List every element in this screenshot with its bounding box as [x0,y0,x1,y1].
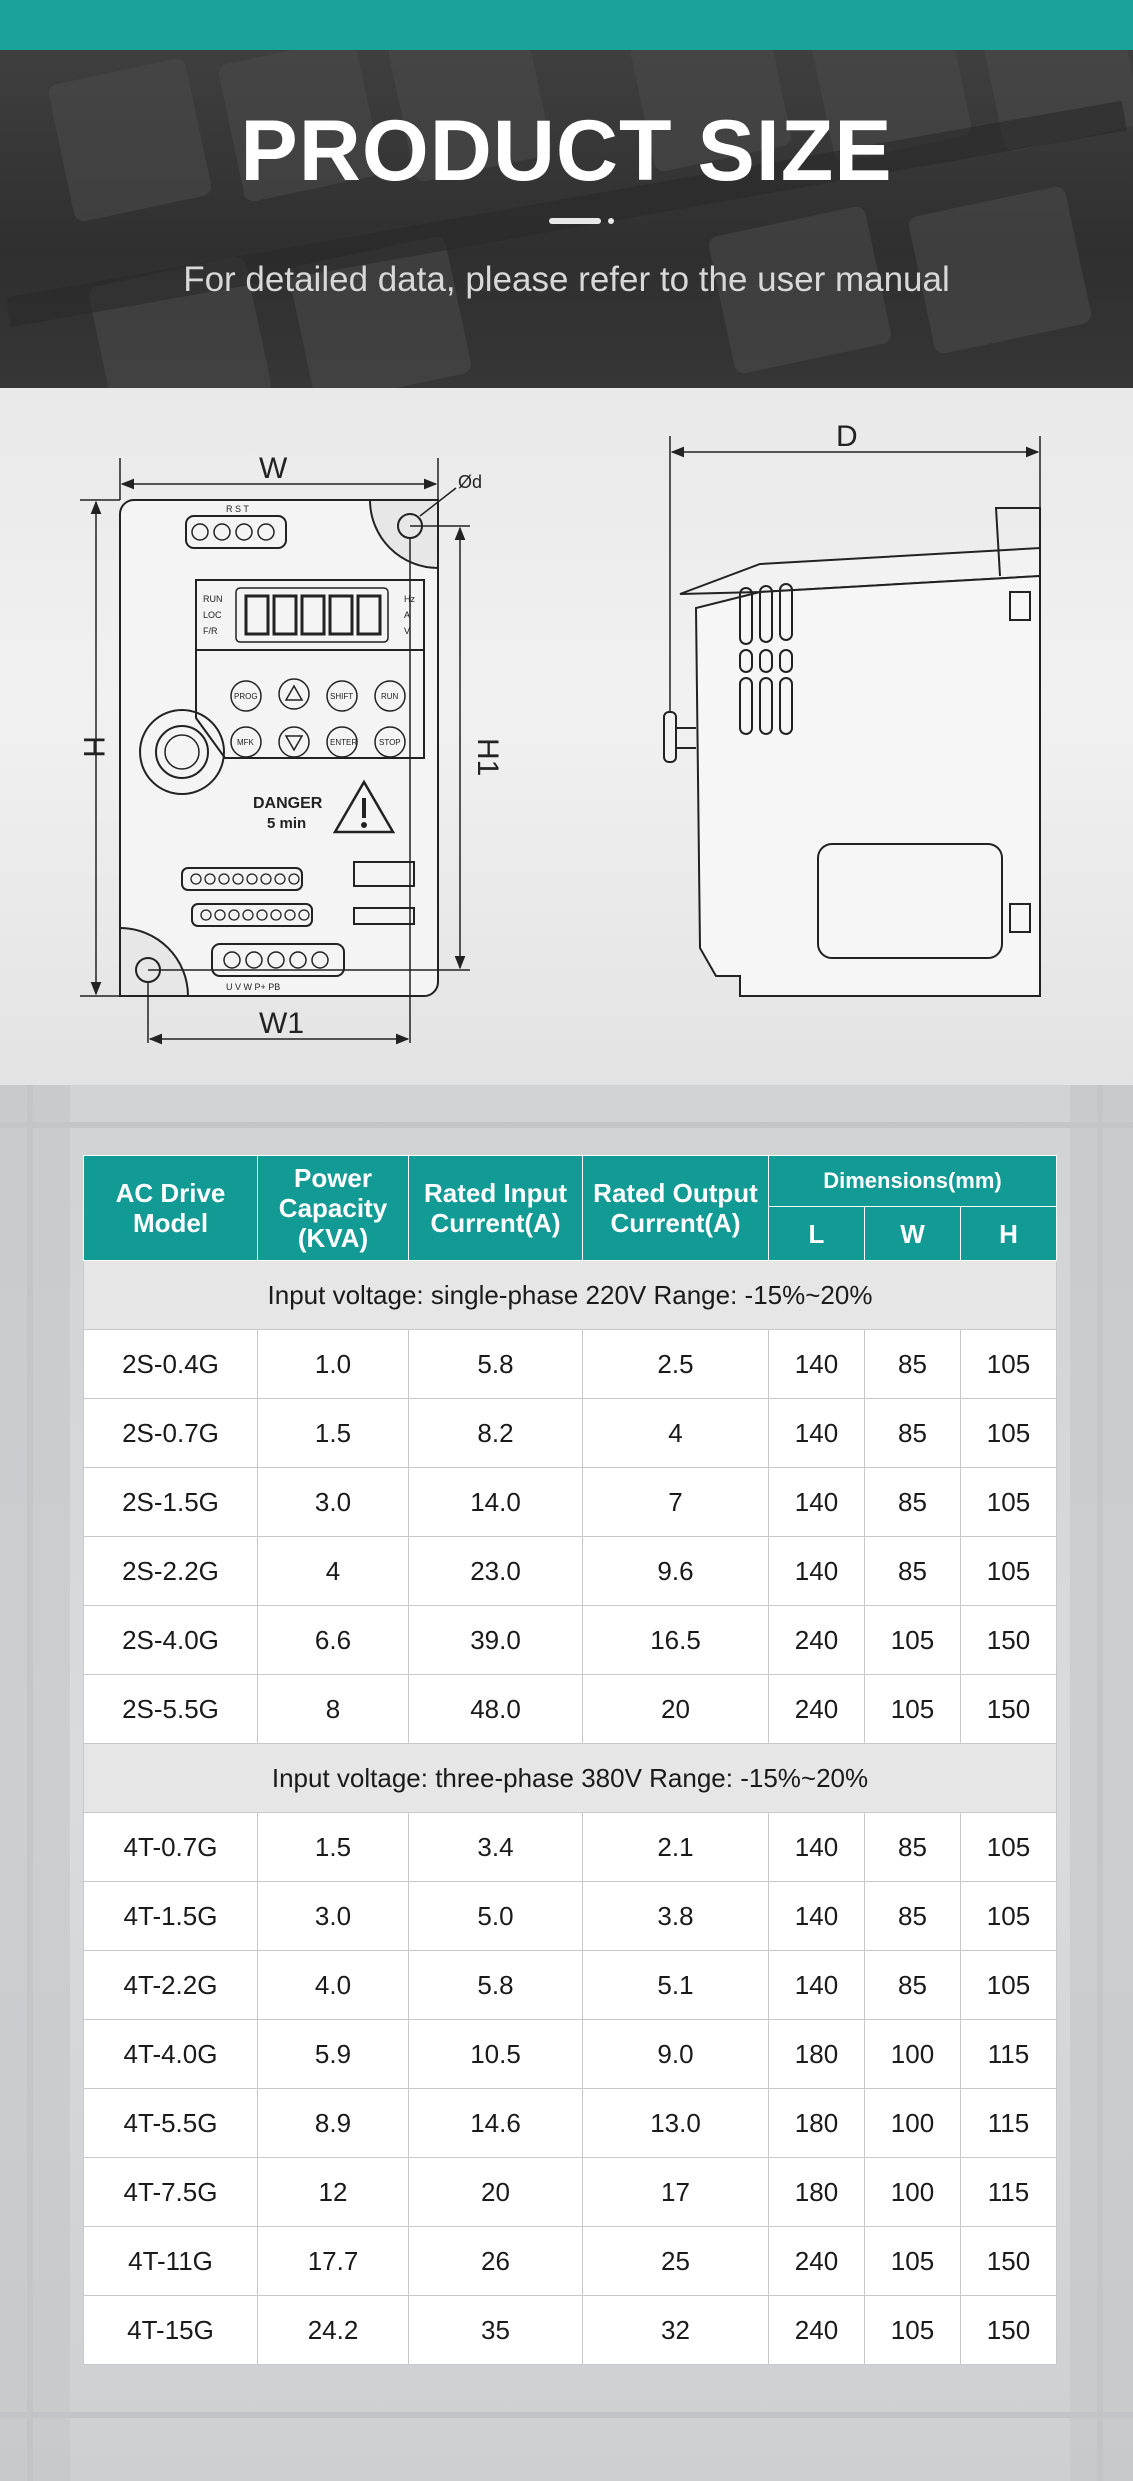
key-mfk: MFK [237,738,254,747]
cell-output: 2.5 [583,1330,769,1399]
led-label-v: V [404,626,411,636]
cell-w: 85 [865,1330,961,1399]
cell-input: 23.0 [409,1537,583,1606]
cell-input: 5.8 [409,1951,583,2020]
cell-model: 2S-0.7G [84,1399,258,1468]
cell-w: 105 [865,2227,961,2296]
table-row [84,1537,1057,1606]
cell-power: 17.7 [258,2227,409,2296]
cell-power: 4 [258,1537,409,1606]
cell-input: 14.6 [409,2089,583,2158]
section-label: Input voltage: three-phase 380V Range: -15%~20% [84,1744,1057,1813]
cell-output: 32 [583,2296,769,2365]
cell-h: 150 [961,2227,1057,2296]
cell-power: 3.0 [258,1468,409,1537]
key-prog: PROG [234,692,258,701]
table-row [84,2227,1057,2296]
cell-output: 3.8 [583,1882,769,1951]
cell-l: 180 [769,2158,865,2227]
header-power: Power Capacity (KVA) [258,1156,409,1261]
cell-output: 25 [583,2227,769,2296]
cell-l: 140 [769,1951,865,2020]
cell-l: 140 [769,1537,865,1606]
warning-danger-text: DANGER [253,795,323,812]
cell-output: 9.0 [583,2020,769,2089]
cell-power: 6.6 [258,1606,409,1675]
header-dimensions: Dimensions(mm) [769,1156,1057,1207]
cell-model: 4T-4.0G [84,2020,258,2089]
key-run: RUN [381,692,399,701]
header-dim-w: W [865,1207,961,1261]
table-row [84,1813,1057,1882]
cell-l: 180 [769,2089,865,2158]
cell-model: 4T-7.5G [84,2158,258,2227]
specification-section [0,1085,1133,2481]
cell-output: 2.1 [583,1813,769,1882]
cell-h: 150 [961,1606,1057,1675]
warning-time-text: 5 min [267,815,307,832]
dimension-drawing [0,388,1133,1085]
cell-power: 12 [258,2158,409,2227]
header-dim-l: L [769,1207,865,1261]
cell-output: 9.6 [583,1537,769,1606]
table-row [84,2296,1057,2365]
dimension-label-w1: W1 [259,1007,304,1040]
cell-model: 4T-11G [84,2227,258,2296]
cell-model: 2S-0.4G [84,1330,258,1399]
led-label-fr: F/R [203,626,218,636]
cell-w: 105 [865,1606,961,1675]
dimension-label-h: H [77,736,110,758]
cell-input: 48.0 [409,1675,583,1744]
specification-table [83,1155,1057,2365]
cell-input: 8.2 [409,1399,583,1468]
cell-w: 105 [865,1675,961,1744]
cell-power: 1.5 [258,1399,409,1468]
dimension-label-d: D [836,420,858,453]
cell-power: 1.5 [258,1813,409,1882]
cell-h: 115 [961,2020,1057,2089]
page-title: PRODUCT SIZE [240,103,893,199]
page-subtitle: For detailed data, please refer to the user manual [183,260,950,299]
cell-power: 4.0 [258,1951,409,2020]
led-label-run: RUN [203,594,223,604]
cell-output: 16.5 [583,1606,769,1675]
cell-w: 85 [865,1537,961,1606]
table-row [84,1399,1057,1468]
dimension-drawing-section [0,388,1133,1085]
cell-power: 24.2 [258,2296,409,2365]
header-dim-h: H [961,1207,1057,1261]
cell-w: 85 [865,1399,961,1468]
table-row [84,2089,1057,2158]
cell-model: 2S-2.2G [84,1537,258,1606]
cell-w: 100 [865,2020,961,2089]
top-terminal-label: R S T [226,504,249,514]
cell-input: 26 [409,2227,583,2296]
title-divider [549,218,601,224]
cell-l: 140 [769,1330,865,1399]
cell-l: 140 [769,1813,865,1882]
cell-l: 140 [769,1399,865,1468]
dimension-label-h1: H1 [471,738,504,777]
cell-w: 100 [865,2158,961,2227]
cell-output: 5.1 [583,1951,769,2020]
cell-h: 105 [961,1330,1057,1399]
cell-power: 1.0 [258,1330,409,1399]
led-label-loc: LOC [203,610,222,620]
cell-model: 4T-1.5G [84,1882,258,1951]
cell-l: 240 [769,2227,865,2296]
cell-h: 150 [961,1675,1057,1744]
table-row [84,1675,1057,1744]
header-model: AC Drive Model [84,1156,258,1261]
cell-h: 105 [961,1951,1057,2020]
table-row [84,2158,1057,2227]
cell-input: 14.0 [409,1468,583,1537]
cell-output: 20 [583,1675,769,1744]
cell-output: 7 [583,1468,769,1537]
cell-input: 5.8 [409,1330,583,1399]
cell-power: 8.9 [258,2089,409,2158]
cell-input: 10.5 [409,2020,583,2089]
dimension-label-w: W [259,452,288,485]
cell-input: 39.0 [409,1606,583,1675]
cell-power: 5.9 [258,2020,409,2089]
cell-input: 20 [409,2158,583,2227]
cell-h: 105 [961,1468,1057,1537]
cell-input: 3.4 [409,1813,583,1882]
cell-power: 8 [258,1675,409,1744]
cell-input: 5.0 [409,1882,583,1951]
header-output-current: Rated Output Current(A) [583,1156,769,1261]
cell-h: 105 [961,1813,1057,1882]
bottom-terminal-label: U V W P+ PB [226,982,281,992]
cell-h: 105 [961,1882,1057,1951]
cell-l: 240 [769,1675,865,1744]
cell-model: 2S-4.0G [84,1606,258,1675]
cell-l: 140 [769,1882,865,1951]
cell-h: 115 [961,2089,1057,2158]
cell-w: 85 [865,1468,961,1537]
cell-w: 100 [865,2089,961,2158]
title-divider-dot [608,218,614,224]
cell-h: 115 [961,2158,1057,2227]
cell-h: 105 [961,1537,1057,1606]
cell-power: 3.0 [258,1882,409,1951]
section-label: Input voltage: single-phase 220V Range: -15%~20% [84,1261,1057,1330]
cell-l: 140 [769,1468,865,1537]
table-row [84,1951,1057,2020]
cell-h: 105 [961,1399,1057,1468]
cell-output: 13.0 [583,2089,769,2158]
cell-model: 2S-1.5G [84,1468,258,1537]
led-label-hz: Hz [404,594,415,604]
table-row [84,1330,1057,1399]
section-row-three-phase [84,1744,1057,1813]
cell-w: 85 [865,1813,961,1882]
front-view [120,500,438,996]
cell-w: 85 [865,1951,961,2020]
cell-model: 4T-15G [84,2296,258,2365]
key-enter: ENTER [330,738,358,747]
top-accent-bar [0,0,1133,50]
cell-w: 85 [865,1882,961,1951]
dimension-label-hole: Ød [458,472,483,492]
cell-w: 105 [865,2296,961,2365]
cell-input: 35 [409,2296,583,2365]
table-row [84,1882,1057,1951]
cell-l: 240 [769,1606,865,1675]
hero-banner [0,50,1133,388]
led-label-a: A [404,610,411,620]
cell-h: 150 [961,2296,1057,2365]
table-row [84,1468,1057,1537]
table-row [84,1606,1057,1675]
side-view [664,508,1040,996]
table-row [84,2020,1057,2089]
cell-output: 17 [583,2158,769,2227]
cell-output: 4 [583,1399,769,1468]
cell-l: 180 [769,2020,865,2089]
key-shift: SHIFT [330,692,354,701]
section-row-single-phase [84,1261,1057,1330]
cell-l: 240 [769,2296,865,2365]
key-stop: STOP [379,738,401,747]
cell-model: 4T-0.7G [84,1813,258,1882]
cell-model: 4T-2.2G [84,1951,258,2020]
cell-model: 4T-5.5G [84,2089,258,2158]
header-input-current: Rated Input Current(A) [409,1156,583,1261]
cell-model: 2S-5.5G [84,1675,258,1744]
